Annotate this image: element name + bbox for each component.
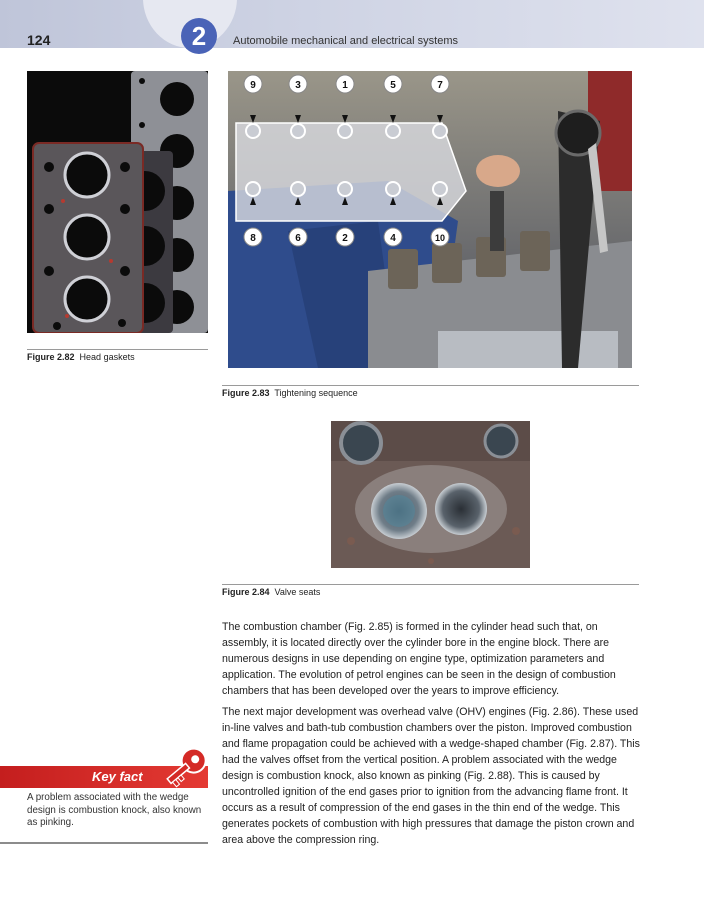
callout-number: 10 — [434, 233, 446, 243]
figure-caption-text: Valve seats — [274, 587, 321, 597]
figure-caption-text: Head gaskets — [79, 352, 135, 362]
key-fact-title: Key fact — [92, 769, 143, 784]
callout-number: 4 — [390, 233, 396, 244]
caption-rule — [222, 584, 639, 585]
head-gaskets-photo — [27, 71, 208, 333]
key-fact-rule — [0, 842, 208, 844]
valve-seats-photo — [331, 421, 530, 568]
figure-2-84-caption — [222, 587, 320, 597]
figure-2-82-caption — [27, 352, 135, 362]
callout-number: 2 — [342, 233, 348, 244]
body-paragraph: The combustion chamber (Fig. 2.85) is formed in the cylinder head such that, on assembly, it is located directly over the cylinder bore in the engine block. There are numerous designs in use depending on engine type, optimization parameters and application. The evolution of petrol engines can be seen in the design of combustion chambers that has been developed over the years to improve efficiency. — [222, 621, 616, 697]
caption-rule — [27, 349, 208, 350]
chapter-number-badge: 2 — [181, 18, 217, 54]
body-paragraph: The next major development was overhead valve (OHV) engines (Fig. 2.86). These used in-line valves and bath-tub combustion chambers over the piston. Improved combustion and flame propagation could be achieved with a wedge-shaped chamber (Fig. 2.87). This had the valves offset from the vertical position. A problem associated with the wedge design is combustion knock, also known as pinking (Fig. 2.88). This is caused by uncontrolled ignition of the end gases prior to ignition from the advancing flame front. It occurs as a result of compression of the end gases in the thin end of the wedge. This generates pockets of combustion with high pressures that damage the piston crown and area above the compression ring. — [222, 706, 640, 846]
callout-number: 7 — [437, 80, 443, 91]
callout-number: 8 — [250, 233, 256, 244]
figure-label: Figure 2.82 — [27, 352, 75, 362]
key-fact-text: A problem associated with the wedge design is combustion knock, also known as pinking. — [27, 792, 202, 828]
key-icon — [160, 741, 212, 793]
caption-rule — [222, 385, 639, 386]
tightening-sequence-photo — [228, 71, 632, 368]
running-title: Automobile mechanical and electrical systems — [233, 35, 458, 47]
figure-caption-text: Tightening sequence — [274, 388, 358, 398]
figure-label: Figure 2.84 — [222, 587, 270, 597]
callout-number: 9 — [250, 80, 256, 91]
page-number: 124 — [27, 32, 51, 48]
figure-2-83-caption — [222, 388, 358, 398]
callout-number: 1 — [342, 80, 348, 91]
callout-number: 6 — [295, 233, 301, 244]
callout-number: 5 — [390, 80, 396, 91]
body-text — [222, 619, 642, 853]
figure-label: Figure 2.83 — [222, 388, 270, 398]
callout-number: 3 — [295, 80, 301, 91]
